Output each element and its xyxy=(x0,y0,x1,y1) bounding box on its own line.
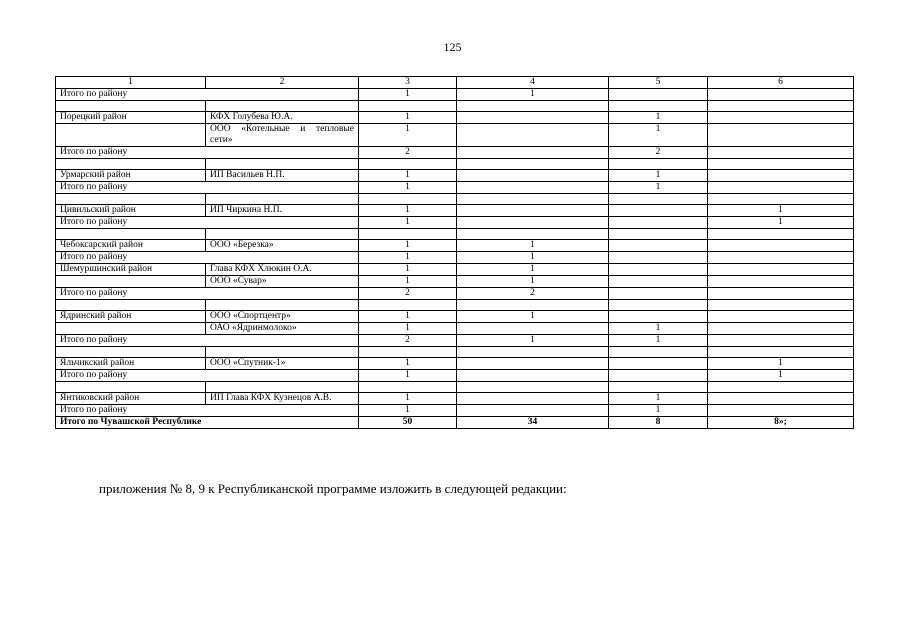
value-col3-cell: 1 xyxy=(359,370,457,382)
value-col5-cell: 1 xyxy=(609,335,708,347)
grand-total-row xyxy=(56,417,854,429)
value-col5-cell xyxy=(609,264,708,276)
district-cell xyxy=(56,276,206,288)
value-col4-cell xyxy=(457,405,609,417)
value-col5-cell xyxy=(609,288,708,300)
spacer-cell xyxy=(708,229,854,240)
spacer-cell xyxy=(457,382,609,393)
column-header-3: 3 xyxy=(359,77,457,89)
district-total-row xyxy=(56,335,854,347)
spacer-row xyxy=(56,101,854,112)
table-row xyxy=(56,170,854,182)
value-col5-cell: 1 xyxy=(609,405,708,417)
value-col3-cell: 1 xyxy=(359,124,457,147)
value-col4-cell xyxy=(457,370,609,382)
value-col4-cell xyxy=(457,393,609,405)
value-col6-cell xyxy=(708,335,854,347)
spacer-cell xyxy=(206,194,359,205)
value-col4-cell: 1 xyxy=(457,252,609,264)
spacer-cell xyxy=(56,382,206,393)
spacer-cell xyxy=(457,347,609,358)
spacer-cell xyxy=(206,229,359,240)
spacer-cell xyxy=(56,101,206,112)
value-col3-cell: 1 xyxy=(359,264,457,276)
spacer-row xyxy=(56,382,854,393)
value-col5-cell: 1 xyxy=(609,124,708,147)
table-row xyxy=(56,240,854,252)
district-cell: Шемуршинский район xyxy=(56,264,206,276)
spacer-cell xyxy=(359,300,457,311)
value-col4-cell: 2 xyxy=(457,288,609,300)
value-col4-cell xyxy=(457,205,609,217)
organization-cell: ООО «Спутник-1» xyxy=(206,358,359,370)
spacer-cell xyxy=(56,229,206,240)
value-col3-cell: 1 xyxy=(359,182,457,194)
organization-cell: ООО «Березка» xyxy=(206,240,359,252)
district-total-row xyxy=(56,217,854,229)
value-col3-cell: 1 xyxy=(359,323,457,335)
table-row xyxy=(56,393,854,405)
column-header-row xyxy=(56,77,854,89)
value-col5-cell xyxy=(609,311,708,323)
spacer-cell xyxy=(609,347,708,358)
spacer-cell xyxy=(609,194,708,205)
district-cell: Ядринский район xyxy=(56,311,206,323)
spacer-row xyxy=(56,347,854,358)
value-col3-cell: 1 xyxy=(359,393,457,405)
spacer-cell xyxy=(359,159,457,170)
value-col3-cell: 1 xyxy=(359,358,457,370)
total-label-cell: Итого по району xyxy=(56,217,359,229)
district-total-row xyxy=(56,182,854,194)
value-col5-cell xyxy=(609,252,708,264)
district-total-row xyxy=(56,147,854,159)
column-header-4: 4 xyxy=(457,77,609,89)
spacer-cell xyxy=(359,229,457,240)
district-cell xyxy=(56,124,206,147)
value-col6-cell xyxy=(708,311,854,323)
value-col3-cell: 2 xyxy=(359,147,457,159)
total-label-cell: Итого по району xyxy=(56,182,359,194)
spacer-cell xyxy=(708,382,854,393)
value-col6-cell xyxy=(708,124,854,147)
value-col5-cell xyxy=(609,358,708,370)
value-col5-cell: 8 xyxy=(609,417,708,429)
value-col4-cell: 1 xyxy=(457,240,609,252)
spacer-cell xyxy=(609,229,708,240)
value-col3-cell: 1 xyxy=(359,240,457,252)
spacer-cell xyxy=(56,159,206,170)
table-row xyxy=(56,276,854,288)
value-col5-cell: 1 xyxy=(609,393,708,405)
spacer-cell xyxy=(457,300,609,311)
organization-cell: ООО «Спортцентр» xyxy=(206,311,359,323)
value-col4-cell: 34 xyxy=(457,417,609,429)
value-col6-cell xyxy=(708,393,854,405)
spacer-cell xyxy=(708,194,854,205)
value-col3-cell: 2 xyxy=(359,335,457,347)
table-row xyxy=(56,112,854,124)
value-col3-cell: 50 xyxy=(359,417,457,429)
value-col6-cell xyxy=(708,89,854,101)
spacer-cell xyxy=(457,159,609,170)
value-col6-cell xyxy=(708,405,854,417)
total-label-cell: Итого по району xyxy=(56,147,359,159)
value-col3-cell: 1 xyxy=(359,170,457,182)
value-col6-cell xyxy=(708,323,854,335)
value-col4-cell xyxy=(457,170,609,182)
value-col6-cell xyxy=(708,252,854,264)
total-label-cell: Итого по району xyxy=(56,252,359,264)
spacer-cell xyxy=(457,194,609,205)
spacer-cell xyxy=(359,194,457,205)
value-col4-cell: 1 xyxy=(457,276,609,288)
district-total-row xyxy=(56,89,854,101)
value-col3-cell: 1 xyxy=(359,252,457,264)
district-total-row xyxy=(56,288,854,300)
value-col4-cell xyxy=(457,217,609,229)
value-col6-cell xyxy=(708,288,854,300)
district-cell: Порецкий район xyxy=(56,112,206,124)
value-col4-cell xyxy=(457,112,609,124)
spacer-cell xyxy=(206,347,359,358)
district-total-row xyxy=(56,405,854,417)
spacer-row xyxy=(56,159,854,170)
spacer-cell xyxy=(457,229,609,240)
value-col4-cell: 1 xyxy=(457,89,609,101)
value-col4-cell: 1 xyxy=(457,335,609,347)
table-row xyxy=(56,124,854,147)
spacer-cell xyxy=(206,101,359,112)
spacer-cell xyxy=(359,382,457,393)
district-total-row xyxy=(56,370,854,382)
district-total-row xyxy=(56,252,854,264)
table-row xyxy=(56,323,854,335)
value-col5-cell: 1 xyxy=(609,323,708,335)
table-row xyxy=(56,264,854,276)
organization-cell: ООО «Котельные и тепловые сети» xyxy=(206,124,359,147)
report-table-body xyxy=(56,77,854,429)
page-number: 125 xyxy=(443,40,462,54)
district-cell: Чебоксарский район xyxy=(56,240,206,252)
organization-cell: КФХ Голубева Ю.А. xyxy=(206,112,359,124)
value-col5-cell xyxy=(609,276,708,288)
spacer-cell xyxy=(359,101,457,112)
footer-text: приложения № 8, 9 к Республиканской программе изложить в следующей редакции: xyxy=(99,481,567,496)
value-col6-cell: 1 xyxy=(708,370,854,382)
organization-cell: Глава КФХ Хлюкин О.А. xyxy=(206,264,359,276)
organization-cell: ИП Глава КФХ Кузнецов А.В. xyxy=(206,393,359,405)
value-col5-cell: 2 xyxy=(609,147,708,159)
spacer-cell xyxy=(206,159,359,170)
value-col6-cell: 1 xyxy=(708,217,854,229)
total-label-cell: Итого по району xyxy=(56,89,359,101)
spacer-cell xyxy=(708,159,854,170)
value-col4-cell xyxy=(457,182,609,194)
spacer-cell xyxy=(609,159,708,170)
spacer-cell xyxy=(56,347,206,358)
value-col6-cell xyxy=(708,147,854,159)
value-col5-cell xyxy=(609,205,708,217)
value-col4-cell: 1 xyxy=(457,264,609,276)
value-col4-cell xyxy=(457,358,609,370)
total-label-cell: Итого по району xyxy=(56,335,359,347)
value-col3-cell: 1 xyxy=(359,405,457,417)
value-col6-cell xyxy=(708,276,854,288)
district-cell xyxy=(56,323,206,335)
spacer-cell xyxy=(708,300,854,311)
value-col5-cell xyxy=(609,240,708,252)
spacer-cell xyxy=(206,300,359,311)
spacer-row xyxy=(56,194,854,205)
organization-cell: ИП Чиркина Н.П. xyxy=(206,205,359,217)
spacer-cell xyxy=(56,194,206,205)
spacer-row xyxy=(56,229,854,240)
value-col3-cell: 1 xyxy=(359,311,457,323)
district-cell: Янтиковский район xyxy=(56,393,206,405)
table-row xyxy=(56,358,854,370)
value-col3-cell: 1 xyxy=(359,89,457,101)
value-col4-cell xyxy=(457,124,609,147)
value-col6-cell xyxy=(708,264,854,276)
spacer-cell xyxy=(359,347,457,358)
value-col5-cell: 1 xyxy=(609,182,708,194)
value-col6-cell xyxy=(708,240,854,252)
value-col5-cell xyxy=(609,217,708,229)
report-table xyxy=(55,76,854,429)
value-col3-cell: 1 xyxy=(359,112,457,124)
organization-cell: ООО «Сувар» xyxy=(206,276,359,288)
value-col4-cell xyxy=(457,147,609,159)
table-row xyxy=(56,205,854,217)
spacer-row xyxy=(56,300,854,311)
spacer-cell xyxy=(56,300,206,311)
total-label-cell: Итого по Чувашской Республике xyxy=(56,417,359,429)
spacer-cell xyxy=(609,300,708,311)
total-label-cell: Итого по району xyxy=(56,405,359,417)
value-col3-cell: 1 xyxy=(359,276,457,288)
value-col6-cell: 1 xyxy=(708,205,854,217)
column-header-6: 6 xyxy=(708,77,854,89)
column-header-5: 5 xyxy=(609,77,708,89)
spacer-cell xyxy=(609,101,708,112)
organization-cell: ИП Васильев Н.П. xyxy=(206,170,359,182)
value-col6-cell xyxy=(708,170,854,182)
value-col4-cell xyxy=(457,323,609,335)
column-header-1: 1 xyxy=(56,77,206,89)
total-label-cell: Итого по району xyxy=(56,288,359,300)
value-col5-cell: 1 xyxy=(609,112,708,124)
value-col6-cell xyxy=(708,112,854,124)
value-col6-cell: 1 xyxy=(708,358,854,370)
value-col5-cell: 1 xyxy=(609,170,708,182)
column-header-2: 2 xyxy=(206,77,359,89)
value-col3-cell: 1 xyxy=(359,205,457,217)
value-col5-cell xyxy=(609,370,708,382)
spacer-cell xyxy=(708,101,854,112)
spacer-cell xyxy=(457,101,609,112)
value-col6-cell: 8»; xyxy=(708,417,854,429)
spacer-cell xyxy=(609,382,708,393)
table-row xyxy=(56,311,854,323)
value-col3-cell: 2 xyxy=(359,288,457,300)
district-cell: Цивильский район xyxy=(56,205,206,217)
spacer-cell xyxy=(708,347,854,358)
value-col3-cell: 1 xyxy=(359,217,457,229)
value-col6-cell xyxy=(708,182,854,194)
value-col4-cell: 1 xyxy=(457,311,609,323)
total-label-cell: Итого по району xyxy=(56,370,359,382)
value-col5-cell xyxy=(609,89,708,101)
spacer-cell xyxy=(206,382,359,393)
district-cell: Урмарский район xyxy=(56,170,206,182)
district-cell: Яльчикский район xyxy=(56,358,206,370)
organization-cell: ОАО «Ядринмолоко» xyxy=(206,323,359,335)
